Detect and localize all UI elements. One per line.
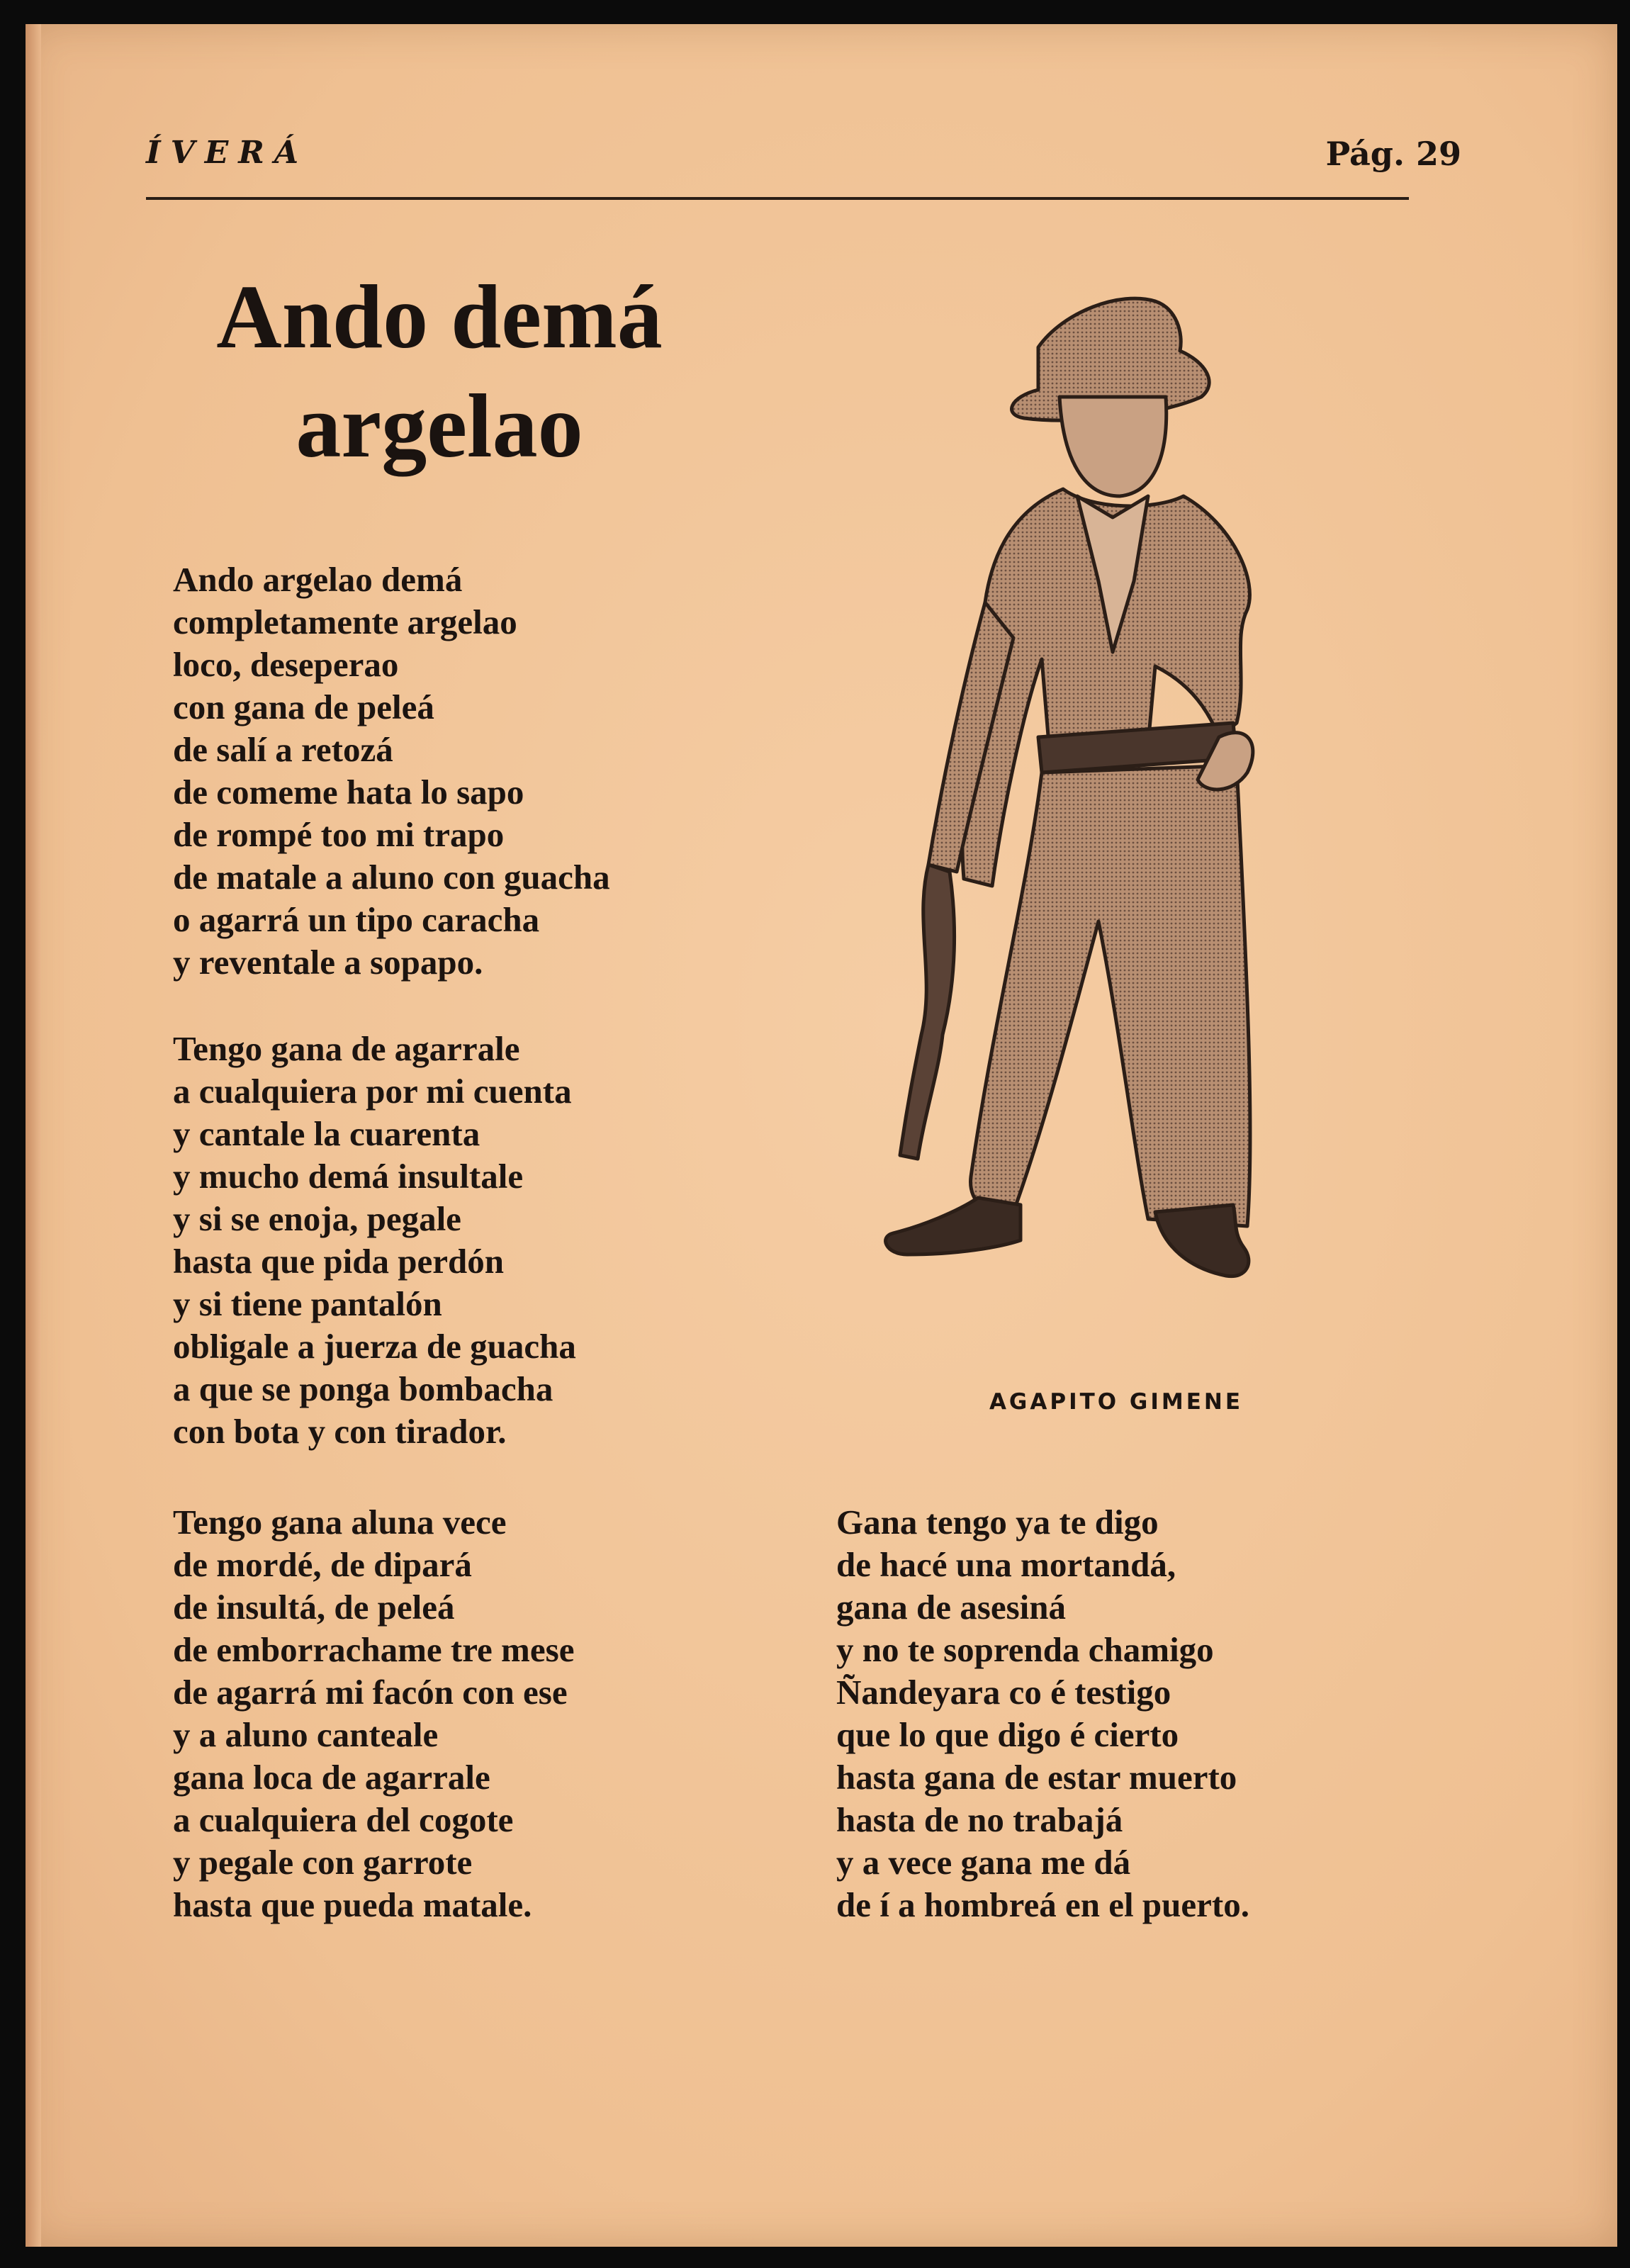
verse-line: a que se ponga bombacha bbox=[173, 1369, 553, 1408]
verse-line: o agarrá un tipo caracha bbox=[173, 900, 540, 939]
verse-line: de hacé una mortandá, bbox=[836, 1545, 1176, 1584]
illustration-caption: AGAPITO GIMENE bbox=[989, 1389, 1244, 1415]
verse-line: hasta gana de estar muerto bbox=[836, 1758, 1237, 1797]
poem-title bbox=[149, 262, 730, 481]
poem-title-line-2: argelao bbox=[296, 376, 583, 476]
verse-line: con bota y con tirador. bbox=[173, 1412, 507, 1451]
right-boot bbox=[1155, 1205, 1249, 1276]
stanza-2 bbox=[173, 1028, 576, 1453]
page-number: Pág. 29 bbox=[1325, 135, 1461, 173]
gaucho-illustration bbox=[850, 284, 1304, 1347]
verse-line: Ñandeyara co é testigo bbox=[836, 1673, 1171, 1712]
verse-line: hasta de no trabajá bbox=[836, 1800, 1123, 1839]
verse-line: de emborrachame tre mese bbox=[173, 1630, 575, 1669]
verse-line: y si tiene pantalón bbox=[173, 1284, 442, 1323]
verse-line: loco, deseperao bbox=[173, 645, 399, 684]
verse-line: de í a hombreá en el puerto. bbox=[836, 1885, 1249, 1924]
verse-line: y no te soprenda chamigo bbox=[836, 1630, 1214, 1669]
verse-line: de salí a retozá bbox=[173, 730, 393, 769]
verse-line: y si se enoja, pegale bbox=[173, 1199, 461, 1238]
verse-line: obligale a juerza de guacha bbox=[173, 1327, 576, 1366]
verse-line: que lo que digo é cierto bbox=[836, 1715, 1179, 1754]
verse-line: hasta que pida perdón bbox=[173, 1242, 505, 1281]
verse-line: y mucho demá insultale bbox=[173, 1157, 524, 1196]
verse-line: gana de asesiná bbox=[836, 1588, 1067, 1627]
bombacha bbox=[971, 765, 1251, 1226]
face bbox=[1060, 397, 1167, 496]
verse-line: de insultá, de peleá bbox=[173, 1588, 455, 1627]
whip bbox=[900, 865, 955, 1159]
verse-line: gana loca de agarrale bbox=[173, 1758, 490, 1797]
verse-line: Gana tengo ya te digo bbox=[836, 1503, 1159, 1542]
verse-line: de comeme hata lo sapo bbox=[173, 773, 524, 812]
stanza-3 bbox=[173, 1501, 574, 1926]
verse-line: completamente argelao bbox=[173, 602, 517, 641]
stanza-1 bbox=[173, 558, 610, 984]
poem-title-line-1: Ando demá bbox=[216, 266, 663, 367]
verse-line: con gana de peleá bbox=[173, 687, 434, 726]
page-spine bbox=[26, 24, 41, 2247]
verse-line: de agarrá mi facón con ese bbox=[173, 1673, 568, 1712]
verse-line: hasta que pueda matale. bbox=[173, 1885, 532, 1924]
verse-line: de matale a aluno con guacha bbox=[173, 858, 610, 897]
verse-line: y pegale con garrote bbox=[173, 1843, 473, 1882]
verse-line: de rompé too mi trapo bbox=[173, 815, 505, 854]
verse-line: Ando argelao demá bbox=[173, 560, 463, 599]
verse-line: y cantale la cuarenta bbox=[173, 1114, 480, 1153]
verse-line: y a vece gana me dá bbox=[836, 1843, 1131, 1882]
stanza-4 bbox=[836, 1501, 1249, 1926]
verse-line: Tengo gana aluna vece bbox=[173, 1503, 507, 1542]
verse-line: y reventale a sopapo. bbox=[173, 943, 483, 982]
verse-line: de mordé, de dipará bbox=[173, 1545, 472, 1584]
verse-line: a cualquiera del cogote bbox=[173, 1800, 514, 1839]
left-boot bbox=[886, 1198, 1021, 1254]
verse-line: Tengo gana de agarrale bbox=[173, 1029, 520, 1068]
verse-line: a cualquiera por mi cuenta bbox=[173, 1072, 572, 1111]
verse-line: y a aluno canteale bbox=[173, 1715, 439, 1754]
header-rule bbox=[146, 197, 1409, 200]
publication-name: ÍVERÁ bbox=[146, 135, 308, 171]
